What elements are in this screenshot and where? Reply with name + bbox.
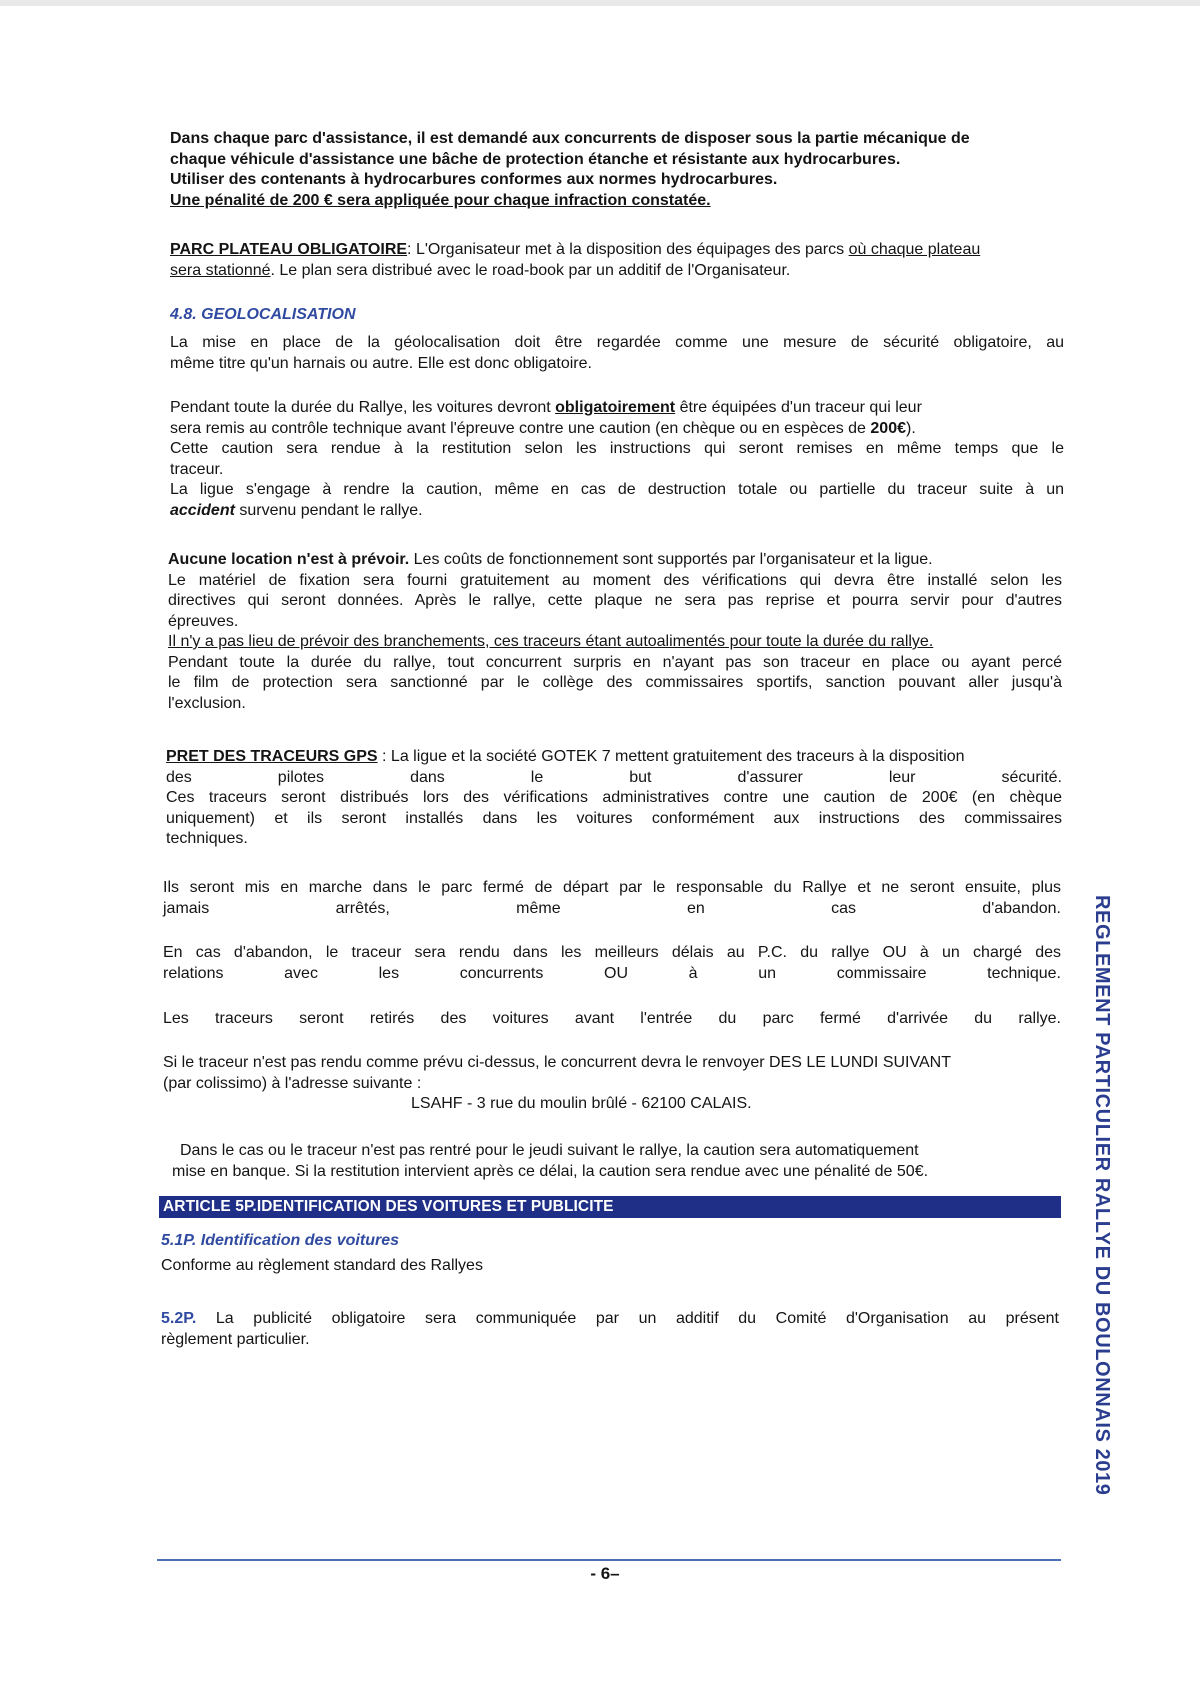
text-segment: sera remis au contrôle technique avant l'épreuve contre une caution (en chèque ou en espèces de	[170, 419, 871, 437]
article-5-2p-paragraph	[161, 1309, 1059, 1350]
scan-edge	[0, 0, 1200, 6]
text-line: Ces traceurs seront distribués lors des vérifications administratives contre une caution de 200€ (en chèque	[166, 789, 1062, 806]
text-line: directives qui seront données. Après le rallye, cette plaque ne sera pas reprise et pourra servir pour d'autres	[168, 592, 1062, 609]
text-line: Ils seront mis en marche dans le parc fermé de départ par le responsable du Rallye et ne seront ensuite, plus	[163, 879, 1061, 896]
pret-paragraph-1	[166, 747, 1062, 850]
assistance-line: chaque véhicule d'assistance une bâche de protection étanche et résistante aux hydrocarbures.	[170, 150, 901, 168]
text-segment: ).	[906, 419, 916, 437]
emphasis-aucune-location: Aucune location n'est à prévoir.	[168, 551, 410, 568]
geoloc-paragraph-3	[168, 550, 1062, 714]
emphasis-accident: accident	[170, 501, 235, 519]
address-line: LSAHF - 3 rue du moulin brûlé - 62100 CALAIS.	[411, 1095, 752, 1112]
parc-plateau-underlined: où chaque plateau	[848, 241, 981, 258]
parc-plateau-text: : L'Organisateur met à la disposition des équipages des parcs	[407, 241, 849, 258]
text-line: Pendant toute la durée du rallye, tout concurrent surpris en n'ayant pas son traceur en place ou ayant percé	[168, 653, 1062, 671]
section-heading-geolocalisation: 4.8. GEOLOCALISATION	[170, 306, 356, 323]
pret-paragraph-3	[163, 943, 1061, 984]
text-line: relations avec les concurrents OU à un commissaire technique.	[163, 964, 1061, 982]
pret-paragraph-5	[163, 1053, 1061, 1115]
pret-paragraph-6	[172, 1141, 1066, 1182]
text-line: règlement particulier.	[161, 1330, 310, 1348]
text-segment: Les coûts de fonctionnement sont supportés par l'organisateur et la ligue.	[409, 551, 933, 568]
page-number: - 6–	[590, 1564, 620, 1583]
article-5p-heading-bar: ARTICLE 5P.IDENTIFICATION DES VOITURES ET PUBLICITE	[159, 1196, 1061, 1218]
geoloc-paragraph-1	[170, 333, 1064, 374]
text-segment: être équipées d'un traceur qui leur	[675, 399, 922, 416]
side-title: REGLEMENT PARTICULIER RALLYE DU BOULONNAIS 2019	[1091, 895, 1113, 1496]
geoloc-paragraph-2	[170, 398, 1064, 521]
text-line: Cette caution sera rendue à la restitution selon les instructions qui seront remises en même temps que le	[170, 440, 1064, 457]
text-line: techniques.	[166, 830, 248, 847]
parc-plateau-label: PARC PLATEAU OBLIGATOIRE	[170, 241, 408, 258]
text-line: En cas d'abandon, le traceur sera rendu dans les meilleurs délais au P.C. du rallye OU à un chargé des	[163, 944, 1061, 961]
pret-paragraph-2	[163, 878, 1061, 919]
text-line: (par colissimo) à l'adresse suivante :	[163, 1074, 422, 1092]
parc-plateau-text: . Le plan sera distribué avec le road-book par un additif de l'Organisateur.	[270, 261, 791, 279]
section-number-5-2p: 5.2P.	[161, 1310, 197, 1327]
emphasis-obligatoirement: obligatoirement	[555, 399, 676, 416]
text-segment: survenu pendant le rallye.	[234, 501, 423, 519]
side-title-container	[1078, 895, 1128, 1495]
text-line: Dans le cas ou le traceur n'est pas rentré pour le jeudi suivant le rallye, la caution sera automatiquement	[180, 1142, 919, 1159]
text-line: La mise en place de la géolocalisation doit être regardée comme une mesure de sécurité obligatoire, au	[170, 334, 1064, 351]
emphasis-amount: 200€	[870, 419, 906, 437]
assistance-line: Dans chaque parc d'assistance, il est demandé aux concurrents de disposer sous la partie mécanique de	[170, 130, 970, 147]
text-line: uniquement) et ils seront installés dans les voitures conformément aux instructions des commissaires	[166, 809, 1062, 827]
assistance-line: Utiliser des contenants à hydrocarbures conformes aux normes hydrocarbures.	[170, 171, 778, 188]
footer-rule	[157, 1559, 1061, 1561]
text-line: épreuves.	[168, 612, 239, 630]
text-line: jamais arrêtés, même en cas d'abandon.	[163, 899, 1061, 917]
text-line-underlined: Il n'y a pas lieu de prévoir des branchements, ces traceurs étant autoalimentés pour toute la durée du rallye.	[168, 633, 934, 650]
text-line: La ligue s'engage à rendre la caution, même en cas de destruction totale ou partielle du traceur suite à un	[170, 481, 1064, 498]
text-line: Conforme au règlement standard des Rallyes	[161, 1257, 483, 1274]
article-5-1p-text	[161, 1256, 1059, 1277]
text-segment: : La ligue et la société GOTEK 7 mettent gratuitement des traceurs à la disposition	[377, 748, 965, 765]
text-line: Le matériel de fixation sera fourni gratuitement au moment des vérifications qui devra être installé selon les	[168, 571, 1062, 589]
text-line: le film de protection sera sanctionné par le collège des commissaires sportifs, sanction pouvant aller jusqu'à	[168, 674, 1062, 691]
text-line: des pilotes dans le but d'assurer leur sécurité.	[166, 768, 1062, 786]
text-line: traceur.	[170, 460, 224, 478]
pret-paragraph-4	[163, 1009, 1061, 1030]
assistance-paragraph	[170, 129, 1080, 211]
parc-plateau-paragraph	[170, 240, 1080, 281]
text-segment: La publicité obligatoire sera communiquée par un additif du Comité d'Organisation au présent	[196, 1310, 1059, 1327]
parc-plateau-underlined: sera stationné	[170, 261, 271, 279]
text-line: Si le traceur n'est pas rendu comme prévu ci-dessus, le concurrent devra le renvoyer DES LE LUNDI SUIVANT	[163, 1054, 951, 1071]
pret-label: PRET DES TRACEURS GPS	[166, 748, 378, 765]
text-line: Les traceurs seront retirés des voitures avant l'entrée du parc fermé d'arrivée du rallye.	[163, 1010, 1061, 1027]
text-line: l'exclusion.	[168, 694, 246, 712]
text-segment: Pendant toute la durée du Rallye, les voitures devront	[170, 399, 556, 416]
penalty-line: Une pénalité de 200 € sera appliquée pour chaque infraction constatée.	[170, 191, 711, 209]
text-line: mise en banque. Si la restitution intervient après ce délai, la caution sera rendue avec une pénalité de 50€.	[172, 1162, 929, 1180]
text-line: même titre qu'un harnais ou autre. Elle est donc obligatoire.	[170, 354, 592, 372]
section-heading-5-1p: 5.1P. Identification des voitures	[161, 1232, 399, 1249]
